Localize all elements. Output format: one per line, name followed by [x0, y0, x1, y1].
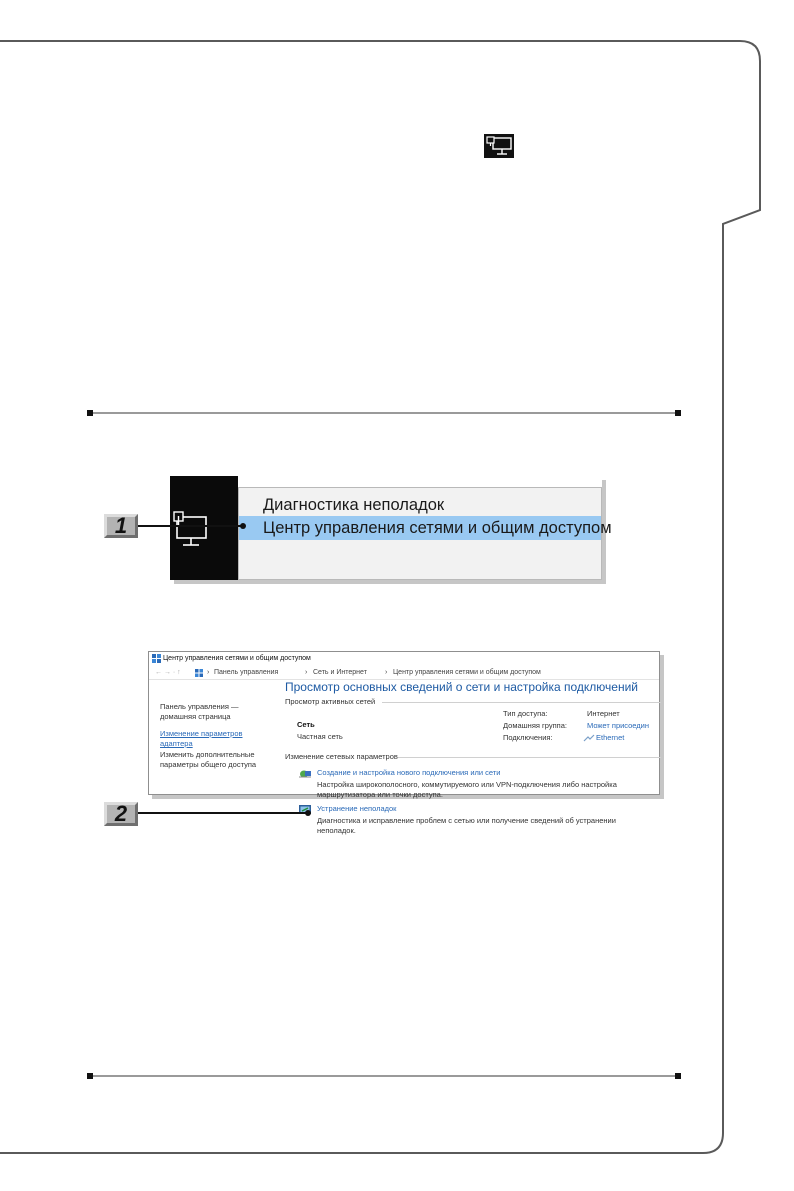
- change-settings-label: Изменение сетевых параметров: [285, 752, 398, 761]
- active-networks-rule: [382, 702, 661, 703]
- context-menu-screenshot: [170, 476, 612, 580]
- address-bar[interactable]: [149, 666, 659, 680]
- task-setup-connection-desc-line2: маршрутизатора или точки доступа.: [317, 790, 443, 799]
- network-center-window: [148, 651, 660, 835]
- sidebar-home-line1[interactable]: Панель управления —: [160, 702, 239, 711]
- network-setup-icon: [299, 769, 311, 779]
- separator-end-right: [675, 1073, 681, 1079]
- sidebar-home-line2[interactable]: домашняя страница: [160, 712, 231, 721]
- breadcrumb-sep: ›: [305, 669, 308, 676]
- task-troubleshoot-desc-line2: неполадок.: [317, 826, 356, 835]
- ethernet-icon: [584, 735, 594, 742]
- breadcrumb-control-panel[interactable]: Панель управления: [214, 669, 279, 676]
- window-title: Центр управления сетями и общим доступом: [163, 655, 311, 662]
- task-troubleshoot-desc-line1: Диагностика и исправление проблем с сетью или получение сведений об устранении: [317, 816, 616, 825]
- breadcrumb-sep: ›: [207, 669, 210, 676]
- callout-2: 2: [104, 802, 138, 826]
- callout-1-dot: [240, 523, 246, 529]
- access-type-value: Интернет: [587, 709, 620, 718]
- separator-end-left: [87, 410, 93, 416]
- callout-2-leader: [138, 812, 308, 814]
- network-tray-icon: [174, 512, 212, 548]
- callout-1: 1: [104, 514, 138, 538]
- taskbar-area: [170, 476, 238, 580]
- network-name: Сеть: [297, 720, 315, 729]
- task-troubleshoot-link[interactable]: Устранение неполадок: [317, 804, 397, 813]
- breadcrumb-network-center[interactable]: Центр управления сетями и общим доступом: [393, 669, 541, 676]
- sidebar-change-adapter-line2[interactable]: адаптера: [160, 739, 193, 748]
- menu-item-troubleshoot[interactable]: Диагностика неполадок: [263, 496, 445, 514]
- homegroup-label: Домашняя группа:: [503, 721, 567, 730]
- homegroup-value[interactable]: Может присоедин: [587, 721, 650, 730]
- section-separator: [90, 412, 678, 414]
- context-menu: [238, 487, 612, 580]
- task-setup-connection-link[interactable]: Создание и настройка нового подключения или сети: [317, 768, 501, 777]
- breadcrumb-network-internet[interactable]: Сеть и Интернет: [313, 669, 367, 676]
- sidebar-sharing-line1[interactable]: Изменить дополнительные: [160, 750, 255, 759]
- sidebar-change-adapter-line1[interactable]: Изменение параметров: [160, 729, 243, 738]
- access-type-label: Тип доступа:: [503, 709, 548, 718]
- callout-1-leader: [138, 525, 242, 527]
- connections-value[interactable]: Ethernet: [596, 733, 625, 742]
- page-heading: Просмотр основных сведений о сети и настройка подключений: [285, 680, 638, 694]
- network-monitor-icon: [484, 134, 514, 158]
- control-panel-icon: [195, 669, 203, 677]
- section-separator: [90, 1075, 678, 1077]
- sidebar-sharing-line2[interactable]: параметры общего доступа: [160, 760, 257, 769]
- task-setup-connection-desc-line1: Настройка широкополосного, коммутируемого или VPN-подключения либо настройка: [317, 780, 617, 789]
- callout-2-dot: [305, 810, 311, 816]
- separator-end-right: [675, 410, 681, 416]
- change-settings-rule: [398, 757, 661, 758]
- nav-buttons[interactable]: ← → · ↑: [155, 669, 181, 676]
- menu-item-network-center[interactable]: Центр управления сетями и общим доступом: [239, 516, 601, 540]
- active-networks-label: Просмотр активных сетей: [285, 697, 376, 706]
- breadcrumb-sep: ›: [385, 669, 388, 676]
- separator-end-left: [87, 1073, 93, 1079]
- connections-label: Подключения:: [503, 733, 553, 742]
- network-type: Частная сеть: [297, 732, 343, 741]
